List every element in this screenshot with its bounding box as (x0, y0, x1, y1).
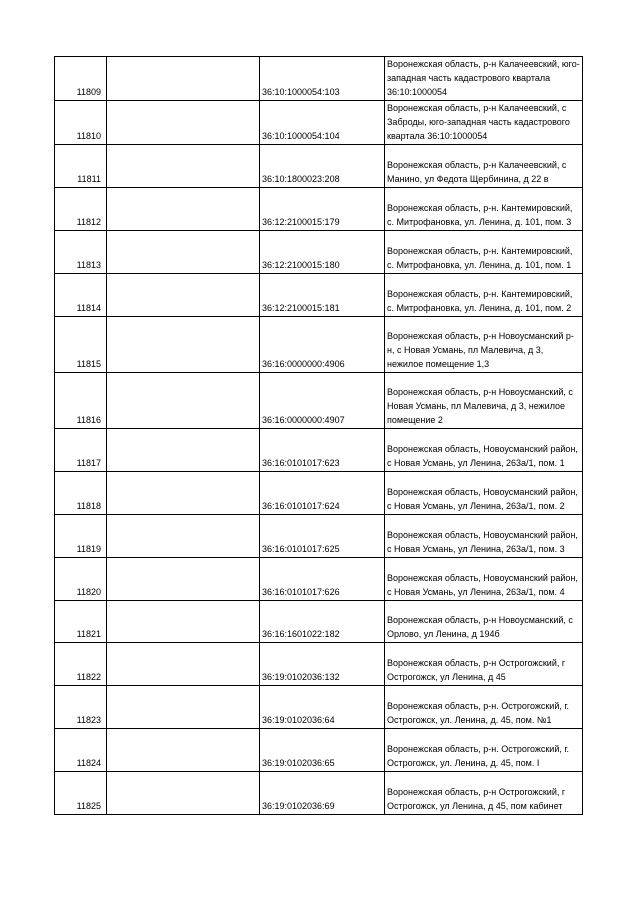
address-cell: Воронежская область, р-н Острогожский, г Острогожск, ул Ленина, д 45 (385, 643, 583, 686)
row-number: 11818 (55, 472, 107, 515)
row-empty-cell (107, 101, 260, 145)
row-number: 11809 (55, 57, 107, 101)
address-cell: Воронежская область, р-н. Кантемировский, с. Митрофановка, ул. Ленина, д. 101, пом. 3 (385, 188, 583, 231)
row-number: 11814 (55, 274, 107, 317)
cadastral-number: 36:10:1800023:208 (260, 145, 385, 188)
address-cell: Воронежская область, р-н. Кантемировский, с. Митрофановка, ул. Ленина, д. 101, пом. 2 (385, 274, 583, 317)
cadastral-number: 36:19:0102036:65 (260, 729, 385, 772)
cadastral-number: 36:10:1000054:103 (260, 57, 385, 101)
row-number: 11824 (55, 729, 107, 772)
row-empty-cell (107, 601, 260, 643)
table-row (55, 373, 583, 429)
row-empty-cell (107, 274, 260, 317)
table-row (55, 429, 583, 472)
table-row (55, 57, 583, 101)
row-number: 11812 (55, 188, 107, 231)
table-row (55, 145, 583, 188)
row-number: 11825 (55, 772, 107, 815)
table-row (55, 274, 583, 317)
row-number: 11819 (55, 515, 107, 558)
cadastral-number: 36:16:0000000:4906 (260, 317, 385, 373)
address-cell: Воронежская область, Новоусманский район, с Новая Усмань, ул Ленина, 263а/1, пом. 2 (385, 472, 583, 515)
table-body (55, 57, 583, 815)
cadastral-number: 36:12:2100015:180 (260, 231, 385, 274)
table-row (55, 472, 583, 515)
cadastral-number: 36:12:2100015:179 (260, 188, 385, 231)
row-number: 11813 (55, 231, 107, 274)
table-row (55, 101, 583, 145)
row-number: 11822 (55, 643, 107, 686)
row-empty-cell (107, 231, 260, 274)
address-cell: Воронежская область, Новоусманский район, с Новая Усмань, ул Ленина, 263а/1, пом. 1 (385, 429, 583, 472)
address-cell: Воронежская область, р-н Новоусманский, с Орлово, ул Ленина, д 194б (385, 601, 583, 643)
cadastral-number: 36:16:0000000:4907 (260, 373, 385, 429)
cadastral-number: 36:16:0101017:624 (260, 472, 385, 515)
cadastral-table (54, 56, 583, 815)
address-cell: Воронежская область, р-н Острогожский, г Острогожск, ул Ленина, д 45, пом кабинет (385, 772, 583, 815)
cadastral-number: 36:16:0101017:625 (260, 515, 385, 558)
table-row (55, 601, 583, 643)
address-cell: Воронежская область, р-н. Острогожский, г. Острогожск, ул. Ленина, д. 45, пом. №1 (385, 686, 583, 729)
row-number: 11820 (55, 558, 107, 601)
row-empty-cell (107, 643, 260, 686)
address-cell: Воронежская область, Новоусманский район, с Новая Усмань, ул Ленина, 263а/1, пом. 4 (385, 558, 583, 601)
table-row (55, 729, 583, 772)
row-number: 11816 (55, 373, 107, 429)
row-empty-cell (107, 317, 260, 373)
row-empty-cell (107, 515, 260, 558)
row-empty-cell (107, 686, 260, 729)
row-empty-cell (107, 772, 260, 815)
row-empty-cell (107, 373, 260, 429)
address-cell: Воронежская область, р-н Калачеевский, с Заброды, юго-западная часть кадастрового квартала 36:10:1000054 (385, 101, 583, 145)
address-cell: Воронежская область, р-н Калачеевский, юго-западная часть кадастрового квартала 36:10:1000054 (385, 57, 583, 101)
table-row (55, 643, 583, 686)
table-row (55, 558, 583, 601)
cadastral-number: 36:19:0102036:64 (260, 686, 385, 729)
table-row (55, 772, 583, 815)
row-number: 11817 (55, 429, 107, 472)
row-number: 11815 (55, 317, 107, 373)
cadastral-number: 36:16:0101017:623 (260, 429, 385, 472)
cadastral-number: 36:10:1000054:104 (260, 101, 385, 145)
address-cell: Воронежская область, р-н Калачеевский, с Манино, ул Федота Щербинина, д 22 в (385, 145, 583, 188)
row-empty-cell (107, 57, 260, 101)
cadastral-number: 36:12:2100015:181 (260, 274, 385, 317)
row-empty-cell (107, 145, 260, 188)
address-cell: Воронежская область, р-н. Острогожский, г. Острогожск, ул. Ленина, д. 45, пом. I (385, 729, 583, 772)
table-row (55, 515, 583, 558)
row-number: 11821 (55, 601, 107, 643)
table-row (55, 188, 583, 231)
address-cell: Воронежская область, р-н Новоусманский р-н, с Новая Усмань, пл Малевича, д 3, нежилое помещение 1,3 (385, 317, 583, 373)
cadastral-number: 36:19:0102036:132 (260, 643, 385, 686)
row-empty-cell (107, 472, 260, 515)
row-empty-cell (107, 558, 260, 601)
address-cell: Воронежская область, р-н Новоусманский, с Новая Усмань, пл Малевича, д 3, нежилое помещение 2 (385, 373, 583, 429)
cadastral-number: 36:19:0102036:69 (260, 772, 385, 815)
row-empty-cell (107, 429, 260, 472)
row-empty-cell (107, 729, 260, 772)
table-row (55, 686, 583, 729)
cadastral-number: 36:16:0101017:626 (260, 558, 385, 601)
address-cell: Воронежская область, Новоусманский район, с Новая Усмань, ул Ленина, 263а/1, пом. 3 (385, 515, 583, 558)
table-row (55, 317, 583, 373)
table-row (55, 231, 583, 274)
row-number: 11811 (55, 145, 107, 188)
address-cell: Воронежская область, р-н. Кантемировский, с. Митрофановка, ул. Ленина, д. 101, пом. 1 (385, 231, 583, 274)
row-number: 11810 (55, 101, 107, 145)
row-empty-cell (107, 188, 260, 231)
row-number: 11823 (55, 686, 107, 729)
cadastral-number: 36:16:1601022:182 (260, 601, 385, 643)
